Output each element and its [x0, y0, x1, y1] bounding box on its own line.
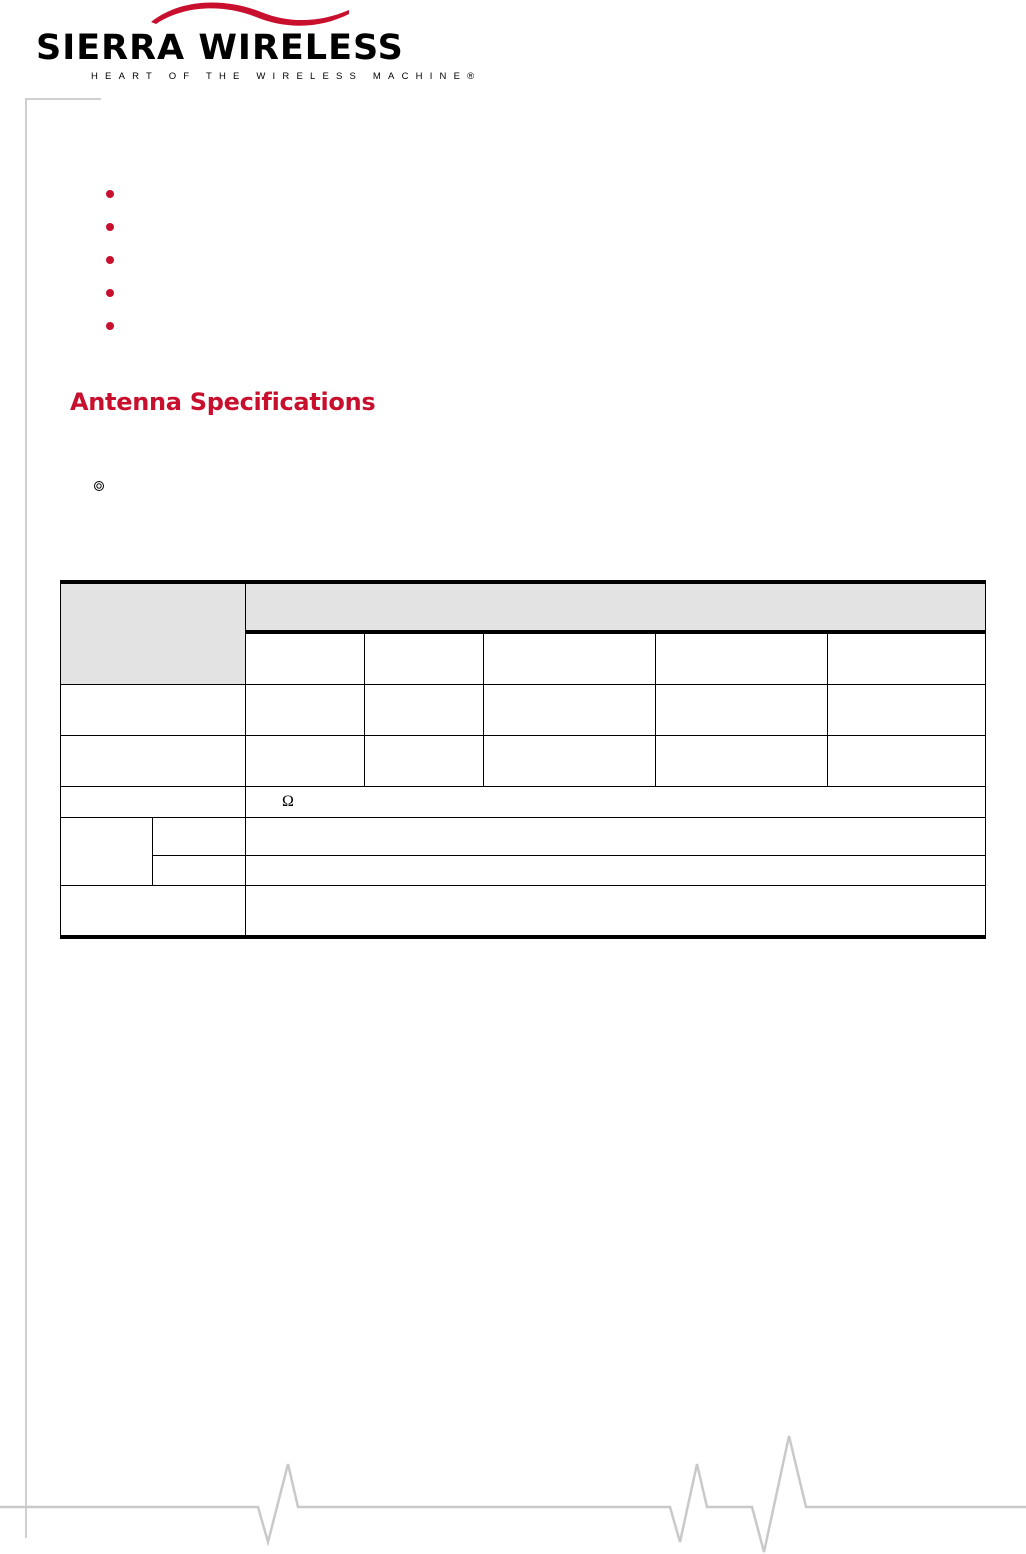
table-sub-label — [153, 817, 246, 855]
table-header-row-label — [61, 582, 246, 684]
note-icon — [93, 480, 105, 492]
table-cell — [484, 684, 656, 735]
bullet-icon — [106, 256, 114, 264]
section-title: Antenna Specifications — [70, 388, 376, 416]
bullet-icon — [106, 289, 114, 297]
page-frame-vertical — [25, 98, 27, 1538]
table-cell — [246, 735, 365, 786]
logo-wordmark: SIERRA WIRELESS — [36, 28, 404, 68]
footer-wave-decoration — [0, 1430, 1026, 1554]
bullet-icon — [106, 190, 114, 198]
table-cell — [365, 735, 484, 786]
logo-tagline: HEART OF THE WIRELESS MACHINE® — [91, 71, 482, 82]
table-cell — [656, 735, 828, 786]
table-column-header — [484, 632, 656, 684]
table-column-header — [656, 632, 828, 684]
table-cell — [246, 885, 986, 937]
table-cell — [484, 735, 656, 786]
table-row — [61, 885, 986, 937]
table-row-label — [61, 735, 246, 786]
table-row-label — [61, 684, 246, 735]
table-row — [61, 855, 986, 885]
table-cell — [828, 684, 986, 735]
table-cell — [365, 684, 484, 735]
table-sub-label — [153, 855, 246, 885]
table-cell — [828, 735, 986, 786]
table-header-group — [246, 582, 986, 632]
sierra-wireless-logo — [36, 0, 482, 90]
bullet-icon — [106, 223, 114, 231]
logo-swoosh-icon — [36, 0, 466, 30]
table-cell — [656, 684, 828, 735]
table-row — [61, 684, 986, 735]
table-cell — [246, 684, 365, 735]
impedance-value: Ω — [246, 786, 986, 817]
table-row-label — [61, 817, 153, 885]
table-row — [61, 817, 986, 855]
table-cell — [246, 817, 986, 855]
bullet-icon — [106, 322, 114, 330]
table-row — [61, 786, 986, 817]
table-column-header — [365, 632, 484, 684]
table-cell — [246, 855, 986, 885]
table-column-header — [828, 632, 986, 684]
table-row-label — [61, 885, 246, 937]
table-row — [61, 735, 986, 786]
table-row-label — [61, 786, 246, 817]
antenna-spec-table — [60, 580, 986, 939]
page-frame-horizontal — [25, 98, 101, 100]
table-column-header — [246, 632, 365, 684]
